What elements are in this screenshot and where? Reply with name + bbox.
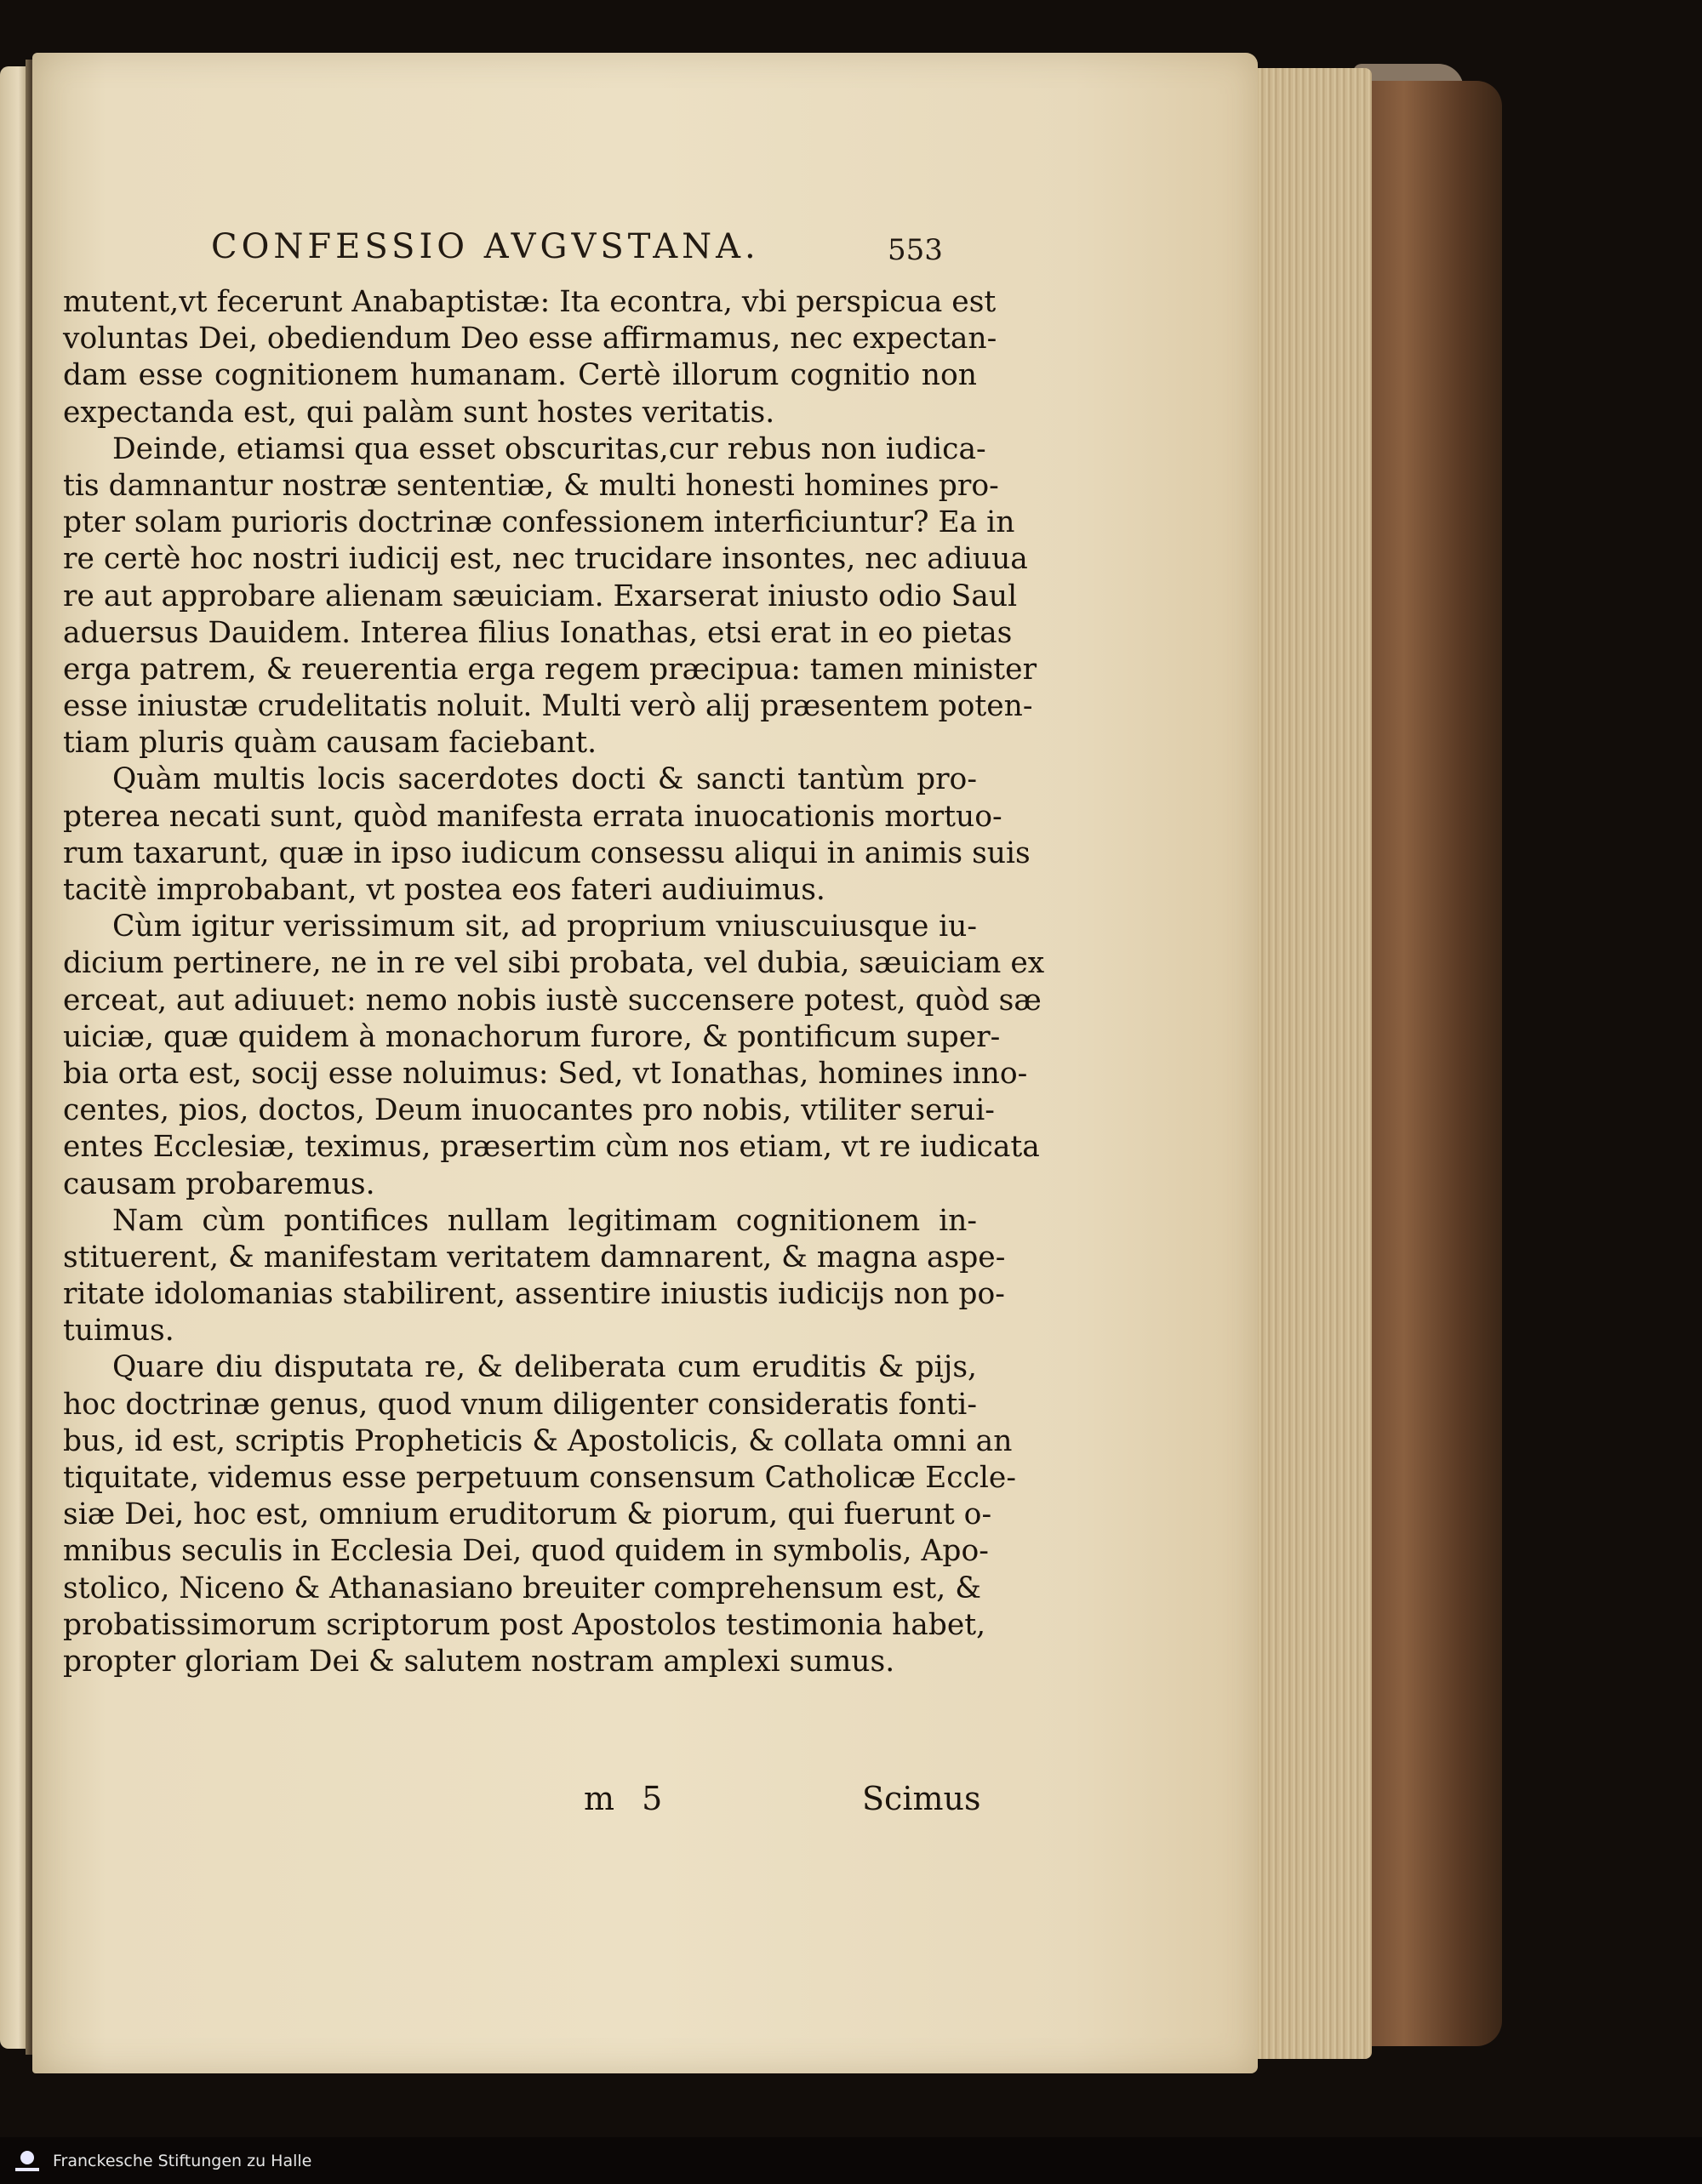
text-line: rum taxarunt, quæ in ipso iudicum consessu aliqui in animis suis <box>63 835 1031 870</box>
text-line: pter solam purioris doctrinæ confessionem interficiuntur? Ea in <box>63 505 1015 540</box>
text-line: Cùm igitur verissimum sit, ad proprium vniuscuiusque iu- <box>112 910 977 944</box>
text-line: dicium pertinere, ne in re vel sibi probata, vel dubia, sæuiciam ex <box>63 946 1045 981</box>
text-line: siæ Dei, hoc est, omnium eruditorum & piorum, qui fuerunt o- <box>63 1497 992 1532</box>
catchword: Scimus <box>862 1780 981 1817</box>
book-cover <box>1362 81 1502 2046</box>
signature-mark: m 5 <box>584 1780 671 1817</box>
text-line: stituerent, & manifestam veritatem damnarent, & magna aspe- <box>63 1240 1006 1274</box>
text-line: Quare diu disputata re, & deliberata cum eruditis & pijs, <box>112 1350 977 1385</box>
text-line: aduersus Dauidem. Interea filius Ionathas, etsi erat in eo pietas <box>63 615 1013 650</box>
text-line: erceat, aut adiuuet: nemo nobis iustè succensere potest, quòd sæ <box>63 983 1042 1018</box>
text-line: causam probaremus. <box>63 1166 375 1201</box>
text-line: Nam cùm pontifices nullam legitimam cognitionem in- <box>112 1203 977 1238</box>
text-line: mutent,vt fecerunt Anabaptistæ: Ita econtra, vbi perspicua est <box>63 285 997 319</box>
page-stack-edges <box>1244 68 1372 2059</box>
book-page <box>32 53 1258 2073</box>
body-text <box>63 284 1045 1680</box>
text-line: pterea necati sunt, quòd manifesta errata inuocationis mortuo- <box>63 799 1002 834</box>
text-line: tiquitate, videmus esse perpetuum consensum Catholicæ Eccle- <box>63 1461 1017 1495</box>
text-line: bus, id est, scriptis Propheticis & Apostolicis, & collata omni an <box>63 1423 1013 1458</box>
text-line: uiciæ, quæ quidem à monachorum furore, & pontificum super- <box>63 1019 1001 1054</box>
text-line: bia orta est, socij esse noluimus: Sed, vt Ionathas, homines inno- <box>63 1056 1028 1091</box>
text-line: stolico, Niceno & Athanasiano breuiter comprehensum est, & <box>63 1571 981 1605</box>
foundation-logo-icon[interactable] <box>12 2143 43 2179</box>
text-line: tuimus. <box>63 1314 174 1349</box>
text-line: tis damnantur nostræ sententiæ, & multi honesti homines pro- <box>63 468 999 503</box>
footer-label: Franckesche Stiftungen zu Halle <box>53 2151 312 2170</box>
text-line: re certè hoc nostri iudicij est, nec trucidare insontes, nec adiuua <box>63 542 1028 577</box>
text-line: hoc doctrinæ genus, quod vnum diligenter consideratis fonti- <box>63 1387 977 1422</box>
text-line: dam esse cognitionem humanam. Certè illorum cognitio non <box>63 358 977 393</box>
text-line: re aut approbare alienam sæuiciam. Exarserat iniusto odio Saul <box>63 579 1018 613</box>
text-line: entes Ecclesiæ, teximus, præsertim cùm nos etiam, vt re iudicata <box>63 1130 1040 1165</box>
text-line: tacitè improbabant, vt postea eos fateri audiuimus. <box>63 873 825 907</box>
text-line: Quàm multis locis sacerdotes docti & sancti tantùm pro- <box>112 762 977 797</box>
text-line: esse iniustæ crudelitatis noluit. Multi verò alij præsentem poten- <box>63 689 1033 724</box>
text-line: Deinde, etiamsi qua esset obscuritas,cur rebus non iudica- <box>112 431 986 466</box>
text-line: probatissimorum scriptorum post Apostolos testimonia habet, <box>63 1607 986 1642</box>
text-line: mnibus seculis in Ecclesia Dei, quod quidem in symbolis, Apo- <box>63 1534 989 1569</box>
text-line: voluntas Dei, obediendum Deo esse affirmamus, nec expectan- <box>63 322 997 356</box>
text-line: centes, pios, doctos, Deum inuocantes pro nobis, vtiliter serui- <box>63 1093 995 1128</box>
text-line: propter gloriam Dei & salutem nostram amplexi sumus. <box>63 1644 895 1679</box>
text-line: erga patrem, & reuerentia erga regem præcipua: tamen minister <box>63 652 1037 687</box>
page-number: 553 <box>888 233 943 267</box>
running-head: CONFESSIO AVGVSTANA. <box>211 227 760 266</box>
text-line: tiam pluris quàm causam faciebant. <box>63 726 597 761</box>
footer-bar <box>0 2137 1702 2184</box>
text-line: expectanda est, qui palàm sunt hostes veritatis. <box>63 395 775 430</box>
text-line: ritate idolomanias stabilirent, assentire iniustis iudicijs non po- <box>63 1277 1005 1312</box>
